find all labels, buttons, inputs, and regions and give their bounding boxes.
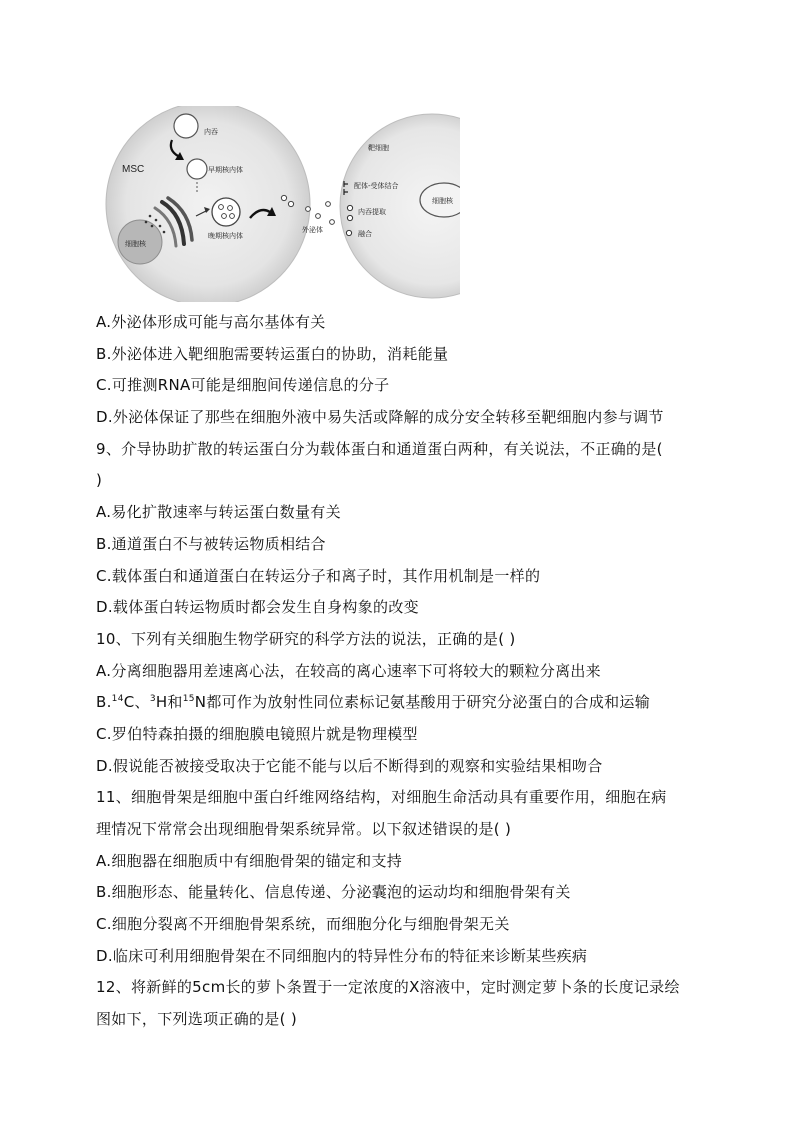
question-stem-cont: ) xyxy=(96,471,103,490)
question-stem-cont: 图如下，下列选项正确的是( ) xyxy=(96,1010,297,1029)
option-line: C.可推测RNA可能是细胞间传递信息的分子 xyxy=(96,376,390,395)
uptake-vesicle xyxy=(347,215,352,220)
early-endosome xyxy=(187,159,207,179)
question-stem: 11、细胞骨架是细胞中蛋白纤维网络结构，对细胞生命活动具有重要作用，细胞在病 xyxy=(96,788,667,807)
superscript: 15 xyxy=(182,694,195,705)
label-endocytosis-top: 内吞 xyxy=(204,128,218,136)
question-stem-cont: 理情况下常常会出现细胞骨架系统异常。以下叙述错误的是( ) xyxy=(96,820,512,838)
text-segment: H和 xyxy=(155,693,183,712)
option-line-isotopes xyxy=(96,692,706,724)
superscript: 3 xyxy=(149,694,156,705)
label-endocytosis-right: 内吞提取 xyxy=(358,208,386,216)
text-segment: N都可作为放射性同位素标记氨基酸用于研究分泌蛋白的合成和运输 xyxy=(194,693,651,712)
text-segment: B. xyxy=(96,693,112,712)
option-line: A.分离细胞器用差速离心法，在较高的离心速率下可将较大的颗粒分离出来 xyxy=(96,661,601,680)
option-line: D.临床可利用细胞骨架在不同细胞内的特异性分布的特征来诊断某些疾病 xyxy=(96,946,588,965)
text-segment: C、 xyxy=(123,693,150,712)
option-line: C.罗伯特森拍摄的细胞膜电镜照片就是物理模型 xyxy=(96,724,418,743)
label-msc: MSC xyxy=(122,164,145,175)
uptake-vesicle xyxy=(347,205,352,210)
label-ligand-receptor: 配体-受体结合 xyxy=(354,182,399,190)
exosome-diagram xyxy=(100,106,460,302)
question-stem: 12、将新鲜的5cm长的萝卜条置于一定浓度的X溶液中，定时测定萝卜条的长度记录绘 xyxy=(96,978,680,997)
question-stem: 10、下列有关细胞生物学研究的科学方法的说法，正确的是( ) xyxy=(96,629,516,648)
option-line: C.细胞分裂离不开细胞骨架系统，而细胞分化与细胞骨架无关 xyxy=(96,915,510,934)
fusion-vesicle xyxy=(346,230,351,235)
option-line: B.细胞形态、能量转化、信息传递、分泌囊泡的运动均和细胞骨架有关 xyxy=(96,883,571,902)
option-line: D.载体蛋白转运物质时都会发生自身构象的改变 xyxy=(96,598,419,617)
option-line: A.细胞器在细胞质中有细胞骨架的锚定和支持 xyxy=(96,851,403,870)
label-fusion: 融合 xyxy=(358,230,372,238)
option-line: C.载体蛋白和通道蛋白在转运分子和离子时，其作用机制是一样的 xyxy=(96,566,541,585)
option-line: D.外泌体保证了那些在细胞外液中易失活或降解的成分安全转移至靶细胞内参与调节 xyxy=(96,408,664,427)
superscript: 14 xyxy=(111,694,124,705)
option-line: A.外泌体形成可能与高尔基体有关 xyxy=(96,313,326,331)
label-exosome: 外泌体 xyxy=(302,226,323,234)
question-text xyxy=(96,312,706,1041)
question-stem: 9、介导协助扩散的转运蛋白分为载体蛋白和通道蛋白两种，有关说法，不正确的是( xyxy=(96,439,663,458)
late-endosome xyxy=(212,198,240,226)
option-line: A.易化扩散速率与转运蛋白数量有关 xyxy=(96,503,341,522)
option-line: B.外泌体进入靶细胞需要转运蛋白的协助，消耗能量 xyxy=(96,344,449,363)
option-line: D.假说能否被接受取决于它能不能与以后不断得到的观察和实验结果相吻合 xyxy=(96,756,603,775)
label-nucleus-left: 细胞核 xyxy=(125,240,146,248)
label-early-endosome: 早期核内体 xyxy=(208,166,243,174)
endocytosis-vesicle xyxy=(174,114,198,138)
option-line: B.通道蛋白不与被转运物质相结合 xyxy=(96,534,326,553)
label-late-endosome: 晚期核内体 xyxy=(208,232,243,240)
label-target-cell: 靶细胞 xyxy=(368,144,389,152)
label-nucleus-right: 细胞核 xyxy=(432,197,453,205)
